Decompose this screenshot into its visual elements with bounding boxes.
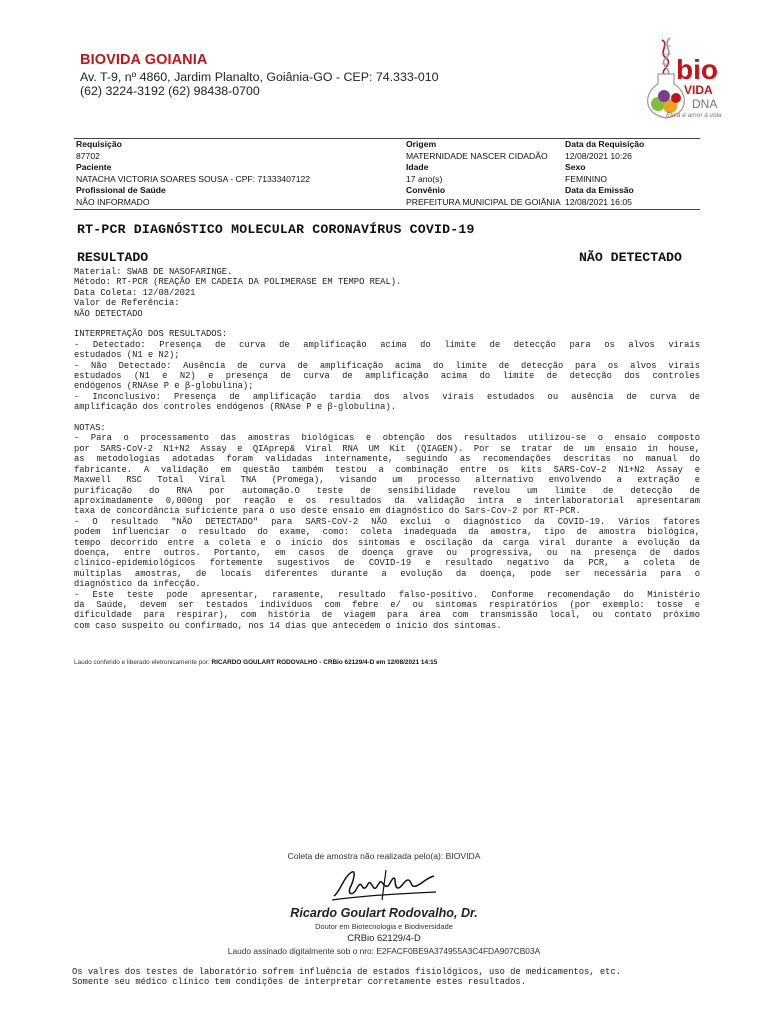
data-emissao-value: 12/08/2021 16:05 (565, 196, 632, 207)
convenio-label: Convênio (406, 185, 446, 196)
notas-line: - Para o processamento das amostras biológicas e obtenção dos resultados utilizou-se o ensaio composto (74, 433, 700, 444)
convenio-value: PREFEITURA MUNICIPAL DE GOIÂNIA (406, 196, 561, 207)
origem-value: MATERNIDADE NASCER CIDADÃO (406, 150, 548, 161)
notas-line: doença, entre outros. Portanto, em casos de doença grave ou progressiva, ou na presença de dados (74, 547, 700, 558)
paciente-value: NATACHA VICTORIA SOARES SOUSA - CPF: 71333407122 (76, 173, 311, 184)
interpretacao-heading: INTERPRETAÇÃO DOS RESULTADOS: (74, 329, 228, 340)
lab-phones: (62) 3224-3192 (62) 98438-0700 (80, 84, 260, 98)
data-coleta-line: Data Coleta: 12/08/2021 (74, 287, 196, 298)
material-line: Material: SWAB DE NASOFARINGE. (74, 267, 233, 277)
footer-note (72, 967, 702, 988)
data-requisicao-value: 12/08/2021 10:26 (565, 150, 632, 161)
notas-line: múltiplas amostras, de locais diferentes durante a evolução da doença, pode ser necessária para o (74, 568, 700, 579)
sexo-label: Sexo (565, 162, 586, 173)
logo-word-dna: DNA (692, 97, 718, 111)
notas-line: taxa de concordância suficiente para o uso deste ensaio em diagnóstico do Sars-Cov-2 por RT-PCR. (74, 506, 581, 517)
notas-line: tempo decorrido entre a coleta e o início dos sintomas e oscilação da carga viral durante a evolução da (74, 537, 700, 548)
result-label: RESULTADO (77, 250, 149, 265)
interpretacao-line: amplificação dos controles endógenos (RNAse P e β-globulina). (74, 402, 397, 413)
footer-line-1: Os valres dos testes de laboratório sofrem influência de estados fisiológicos, uso de medicamentos, etc. (72, 967, 622, 977)
notas-line: dificuldade para respirar), com história de viagem para área com transmissão local, ou contato próximo (74, 610, 700, 621)
valor-referencia-label: Valor de Referência: (74, 298, 180, 309)
paciente-label: Paciente (76, 162, 112, 173)
release-prefix: Laudo conferido e liberado eletronicamente por: (74, 659, 210, 666)
requisicao-label: Requisição (76, 139, 122, 149)
patient-info-table (74, 138, 700, 210)
notas-line: clínico-epidemiológicos fortemente sugestivos de COVID-19 e resultado negativo da PCR, a coleta de (74, 558, 700, 569)
notas-line: - O resultado "NÃO DETECTADO" para SARS-CoV-2 NÃO exclui o diagnóstico da COVID-19. Vários fatores (74, 516, 700, 527)
interpretacao-line: estudados (N1 e N2); (74, 350, 180, 361)
notas-line: fabricante. A validação em questão também testou a combinação entre os kits SARS-CoV-2 N1+N2 Assay e (74, 464, 700, 475)
logo-word-bio: bio (676, 54, 718, 85)
digital-signature-id: Laudo assinado digitalmente sob o nro: E2FACF0BE9A374955A3C4FDA907CB03A (227, 946, 541, 956)
sexo-value: FEMININO (565, 173, 608, 184)
interpretacao-line: - Detectado: Presença de curva de amplificação acima do limite de detecção para os alvos virais (74, 339, 700, 350)
idade-label: Idade (406, 162, 429, 173)
interpretacao-line: - Inconclusivo: Presença de amplificação tardia dos alvos virais estudados ou ausência de curva de (74, 391, 700, 402)
logo-word-vida: VIDA (684, 83, 713, 97)
metodo-line: Método: RT-PCR (REAÇÃO EM CADEIA DA POLIMERASE EM TEMPO REAL). (74, 277, 402, 288)
lab-name: BIOVIDA GOIANIA (80, 52, 208, 68)
notas-line: diagnóstico da infecção. (74, 579, 201, 590)
valor-referencia-value: NÃO DETECTADO (74, 308, 143, 319)
data-requisicao-label: Data da Requisição (565, 139, 645, 149)
notas-line: aproximadamente 0,000ng por reação e os resultados da validação intra e interlaboratorial apresentaram (74, 495, 700, 506)
logo-tagline: Ética e amor à vida (666, 112, 722, 119)
profissional-value: NÃO INFORMADO (76, 196, 150, 207)
interpretacao-line: endógenos (RNAse P e β-globulina); (74, 381, 254, 392)
notas-heading: NOTAS: (74, 423, 106, 434)
exam-body (74, 267, 700, 631)
requisicao-value: 87702 (76, 150, 100, 161)
notas-line: com caso suspeito ou confirmado, nos 14 dias que antecedem o início dos sintomas. (74, 620, 502, 631)
interpretacao-line: estudados (N1 e N2) e presença de curva de amplificação acima do limite de detecção dos controles (74, 371, 700, 382)
notas-line: podem influenciar o resultado do exame, como: coleta inadequada da amostra, tipo de amostra biológica, (74, 527, 700, 538)
footer-line-2: Somente seu médico clínico tem condições de interpretar corretamente estes resultados. (72, 977, 526, 988)
notas-line: purificação do RNA por automação.O teste de sensibilidade revelou um limite de detecção de (74, 485, 700, 496)
data-emissao-label: Data da Emissão (565, 185, 634, 196)
idade-value: 17 ano(s) (406, 173, 443, 184)
result-value: NÃO DETECTADO (579, 250, 682, 265)
release-by: RICARDO GOULART RODOVALHO - CRBio 62129/4-D em 12/08/2021 14:15 (211, 659, 438, 666)
biovida-logo (630, 34, 730, 126)
doctor-crbio: CRBio 62129/4-D (347, 932, 421, 943)
notas-line: Maxwell RSC Total Viral TNA (Promega), visando um processo alternativo envolvendo a extração e (74, 475, 700, 486)
doctor-title: Doutor em Biotecnologia e Biodiversidade (315, 922, 453, 931)
coleta-note: Coleta de amostra não realizada pelo(a): BIOVIDA (287, 851, 481, 861)
lab-address: Av. T-9, nº 4860, Jardim Planalto, Goiânia-GO - CEP: 74.333-010 (80, 70, 439, 84)
doctor-name: Ricardo Goulart Rodovalho, Dr. (290, 906, 478, 920)
release-line (74, 659, 437, 666)
notas-line: por SARS-CoV-2 N1+N2 Assay e QIAprep& Viral RNA UM Kit (QIAGEN). Por se tratar de um ensaio in house, (74, 443, 700, 454)
exam-title: RT-PCR DIAGNÓSTICO MOLECULAR CORONAVÍRUS COVID-19 (77, 222, 475, 237)
interpretacao-line: - Não Detectado: Ausência de curva de amplificação acima do limite de detecção para os alvos virais (74, 360, 700, 371)
notas-line: as metodologias adotadas foram validadas internamente, seguindo as recomendações descritas no manual do (74, 454, 700, 465)
handwritten-signature (330, 866, 440, 906)
profissional-label: Profissional de Saúde (76, 185, 166, 196)
origem-label: Origem (406, 139, 437, 149)
notas-line: - Este teste pode apresentar, raramente, resultado falso-positivo. Conforme recomendação do Ministério (74, 589, 700, 600)
notas-line: da Saúde, devem ser testados indivíduos com febre e/ ou sintomas respiratórios (por exemplo: tosse e (74, 599, 700, 610)
